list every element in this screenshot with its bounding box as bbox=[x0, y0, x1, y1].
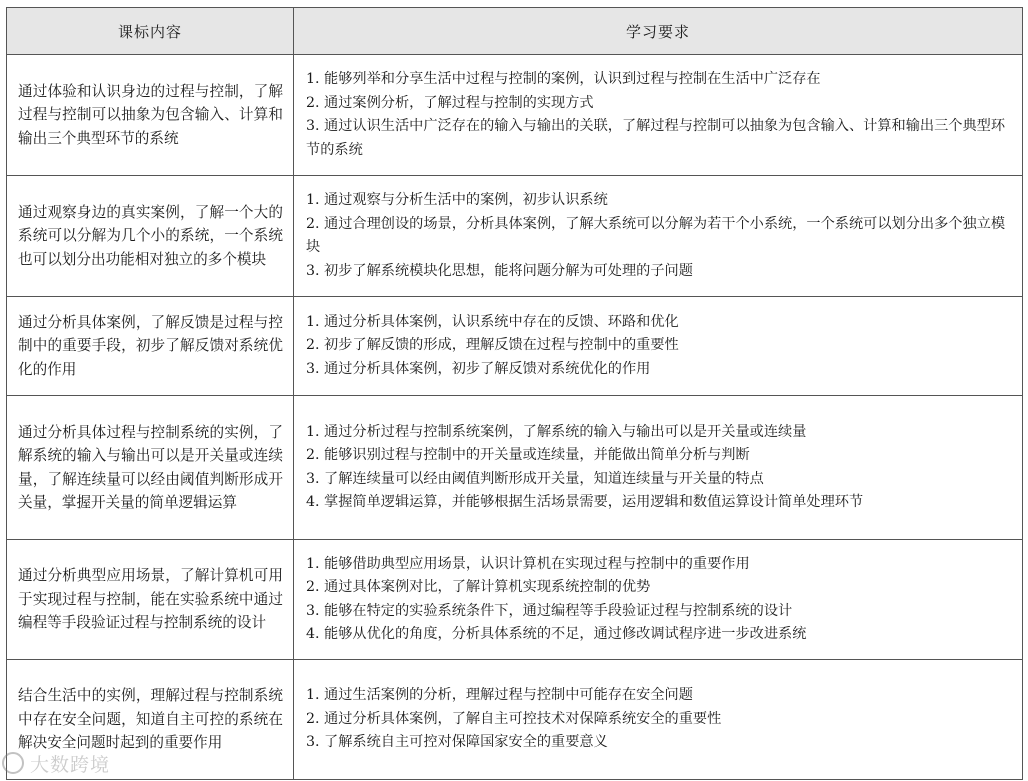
requirement-item: 4. 掌握简单逻辑运算，并能够根据生活场景需要，运用逻辑和数值运算设计简单处理环节 bbox=[306, 494, 864, 510]
requirement-item: 3. 通过认识生活中广泛存在的输入与输出的关联，了解过程与控制可以抽象为包含输入、计算和输出三个典型环节的系统 bbox=[306, 118, 1006, 158]
requirement-item: 2. 通过合理创设的场景，分析具体案例，了解大系统可以分解为若干个小系统，一个系统可以划分出多个独立模块 bbox=[306, 215, 1006, 255]
table-row bbox=[7, 540, 1023, 660]
requirement-item: 2. 通过具体案例对比，了解计算机实现系统控制的优势 bbox=[306, 579, 651, 595]
curriculum-standards-table bbox=[6, 7, 1023, 780]
requirement-item: 1. 通过分析过程与控制系统案例，了解系统的输入与输出可以是开关量或连续量 bbox=[306, 423, 807, 440]
curriculum-table-container bbox=[6, 7, 1022, 780]
row-requirements-cell bbox=[294, 297, 1023, 396]
requirement-item: 3. 能够在特定的实验系统条件下，通过编程等手段验证过程与控制系统的设计 bbox=[306, 602, 793, 619]
requirement-item: 1. 通过生活案例的分析，理解过程与控制中可能存在安全问题 bbox=[306, 687, 693, 704]
row-content-cell: 通过分析具体案例，了解反馈是过程与控制中的重要手段，初步了解反馈对系统优化的作用 bbox=[7, 297, 294, 396]
row-content-cell: 通过体验和认识身边的过程与控制，了解过程与控制可以抽象为包含输入、计算和输出三个典型环节的系统 bbox=[7, 55, 294, 176]
table-header-row bbox=[7, 8, 1023, 55]
requirement-item: 1. 通过分析具体案例，认识系统中存在的反馈、环路和优化 bbox=[306, 313, 679, 330]
requirement-item: 2. 能够识别过程与控制中的开关量或连续量，并能做出简单分析与判断 bbox=[306, 447, 750, 463]
requirement-item: 3. 了解系统自主可控对保障国家安全的重要意义 bbox=[306, 734, 608, 751]
requirement-item: 1. 通过观察与分析生活中的案例，初步认识系统 bbox=[306, 192, 608, 208]
table-row bbox=[7, 176, 1023, 297]
requirement-item: 3. 初步了解系统模块化思想，能将问题分解为可处理的子问题 bbox=[306, 262, 693, 279]
requirement-item: 3. 了解连续量可以经由阈值判断形成开关量，知道连续量与开关量的特点 bbox=[306, 470, 764, 487]
header-learning-requirements: 学习要求 bbox=[294, 8, 1023, 55]
requirement-item: 1. 能够列举和分享生活中过程与控制的案例，认识到过程与控制在生活中广泛存在 bbox=[306, 71, 821, 87]
row-content-cell: 通过观察身边的真实案例，了解一个大的系统可以分解为几个小的系统，一个系统也可以划分出功能相对独立的多个模块 bbox=[7, 176, 294, 297]
table-row bbox=[7, 297, 1023, 396]
row-content-cell: 通过分析具体过程与控制系统的实例，了解系统的输入与输出可以是开关量或连续量，了解连续量可以经由阈值判断形成开关量，掌握开关量的简单逻辑运算 bbox=[7, 396, 294, 540]
watermark-text: 大数跨境 bbox=[30, 754, 111, 776]
requirement-item: 3. 通过分析具体案例，初步了解反馈对系统优化的作用 bbox=[306, 360, 651, 377]
row-content-cell: 通过分析典型应用场景，了解计算机可用于实现过程与控制，能在实验系统中通过编程等手段验证过程与控制系统的设计 bbox=[7, 540, 294, 660]
table-row bbox=[7, 396, 1023, 540]
table-row bbox=[7, 660, 1023, 780]
requirement-item: 2. 通过分析具体案例，了解自主可控技术对保障系统安全的重要性 bbox=[306, 710, 722, 727]
header-curriculum-content: 课标内容 bbox=[7, 8, 294, 55]
row-requirements-cell bbox=[294, 396, 1023, 540]
requirement-item: 1. 能够借助典型应用场景，认识计算机在实现过程与控制中的重要作用 bbox=[306, 555, 750, 572]
row-requirements-cell bbox=[294, 540, 1023, 660]
requirement-item: 2. 初步了解反馈的形成，理解反馈在过程与控制中的重要性 bbox=[306, 337, 679, 354]
row-requirements-cell bbox=[294, 55, 1023, 176]
requirement-item: 2. 通过案例分析，了解过程与控制的实现方式 bbox=[306, 94, 594, 111]
row-requirements-cell bbox=[294, 660, 1023, 780]
requirement-item: 4. 能够从优化的角度，分析具体系统的不足，通过修改调试程序进一步改进系统 bbox=[306, 626, 807, 642]
table-row bbox=[7, 55, 1023, 176]
row-requirements-cell bbox=[294, 176, 1023, 297]
row-content-cell: 结合生活中的实例，理解过程与控制系统中存在安全问题，知道自主可控的系统在解决安全问题时起到的重要作用 bbox=[7, 660, 294, 780]
